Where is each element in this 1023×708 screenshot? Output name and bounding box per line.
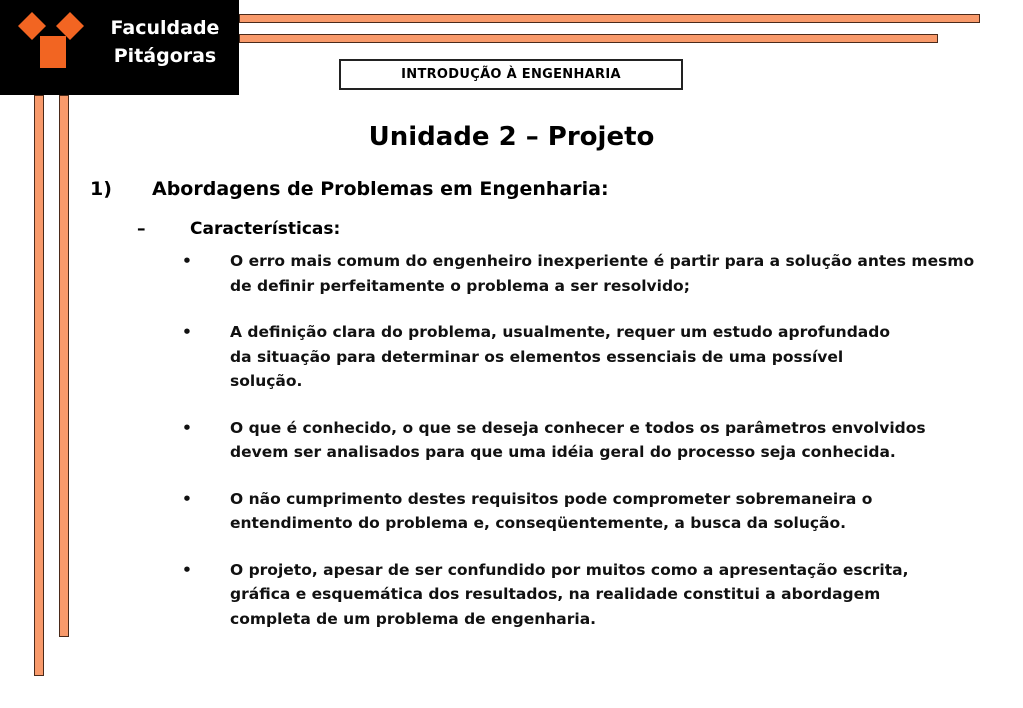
brand-line-1: Faculdade bbox=[110, 17, 220, 39]
brand-name bbox=[100, 14, 230, 70]
subheading-title: Características: bbox=[190, 219, 341, 239]
logo-block bbox=[0, 0, 239, 95]
left-decor-bar-inner bbox=[59, 95, 69, 637]
left-decor-bar-outer bbox=[34, 95, 44, 676]
brand-line-2: Pitágoras bbox=[113, 45, 217, 67]
top-decor-bar bbox=[239, 14, 980, 23]
list-item bbox=[182, 558, 982, 632]
section-title: Abordagens de Problemas em Engenharia: bbox=[152, 178, 609, 200]
bullet-icon: • bbox=[182, 323, 192, 341]
bullet-text: O erro mais comum do engenheiro inexperiente é partir para a solução antes mesmo de definir perfeitamente o problema a ser resolvido; bbox=[230, 252, 975, 295]
bullet-text: O que é conhecido, o que se deseja conhecer e todos os parâmetros envolvidos devem ser analisados para que uma idéia geral do processo seja conhecida. bbox=[230, 418, 926, 461]
bullet-text: O projeto, apesar de ser confundido por muitos como a apresentação escrita, gráfica e esquemática dos resultados, na realidade constitui a abordagem completa de um problema de engenharia. bbox=[230, 560, 909, 628]
list-item bbox=[182, 249, 982, 298]
slide-title: Unidade 2 – Projeto bbox=[368, 122, 655, 152]
list-item bbox=[182, 320, 982, 394]
bullet-icon: • bbox=[182, 489, 192, 508]
list-item bbox=[182, 487, 982, 536]
course-label: INTRODUÇÃO À ENGENHARIA bbox=[339, 59, 683, 90]
faculdade-pitagoras-logo-icon bbox=[18, 10, 88, 72]
bullet-list bbox=[182, 249, 982, 653]
subheading-dash: – bbox=[137, 219, 146, 239]
bullet-text: O não cumprimento destes requisitos pode comprometer sobremaneira o entendimento do problema e, conseqüentemente, a busca da solução. bbox=[230, 489, 873, 532]
bullet-icon: • bbox=[182, 252, 192, 270]
section-number: 1) bbox=[90, 178, 112, 200]
list-item bbox=[182, 416, 982, 465]
second-decor-bar bbox=[239, 34, 938, 43]
bullet-icon: • bbox=[182, 418, 192, 437]
bullet-text: A definição clara do problema, usualmente, requer um estudo aprofundado da situação para determinar os elementos essenciais de uma possível solução. bbox=[230, 323, 891, 390]
bullet-icon: • bbox=[182, 560, 192, 579]
